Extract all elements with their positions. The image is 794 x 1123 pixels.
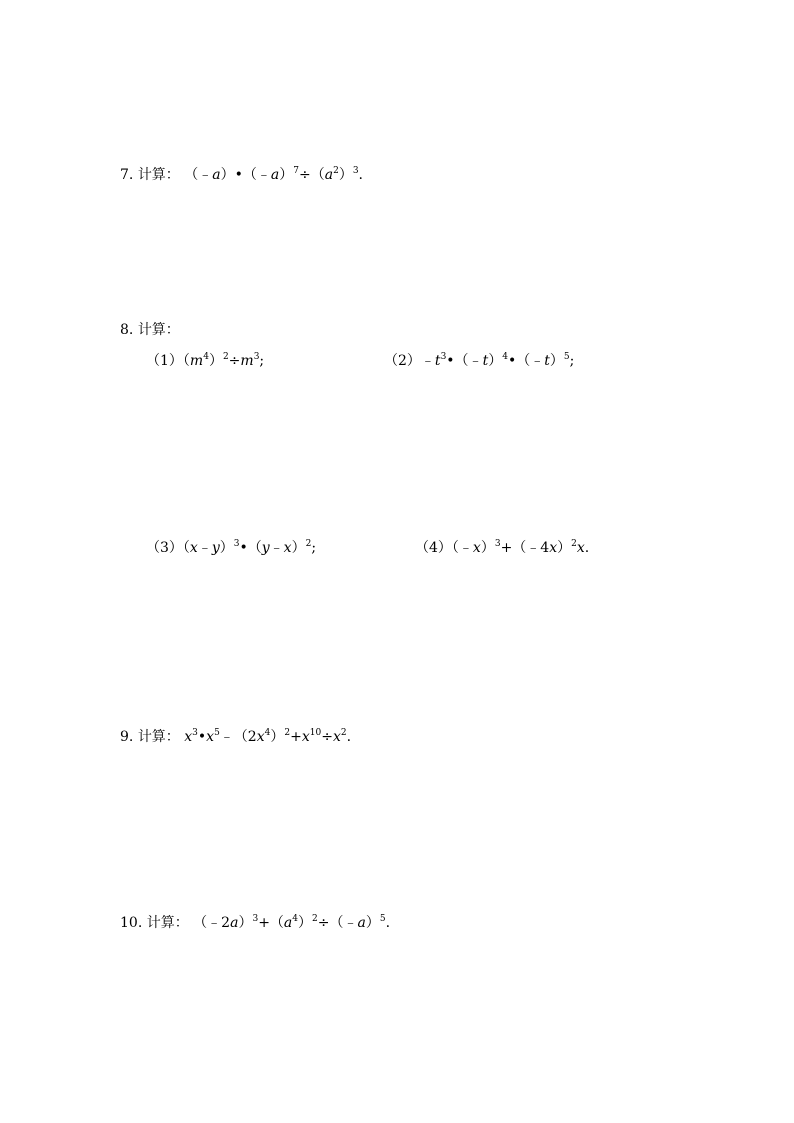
problem-10-prompt: 计算： <box>146 915 189 931</box>
problem-7-expression: $(﹣a)•(﹣a)^7\div(a^2)^3$. <box>184 166 363 183</box>
problem-10-number: 10. <box>120 915 143 931</box>
problem-7-prompt: 计算： <box>137 167 180 183</box>
problem-7-number: 7. <box>120 167 134 183</box>
part-expression: $(m^4)^2\div m^3$; <box>182 352 265 369</box>
problem-8-part-1 <box>146 352 264 370</box>
part-label: （3） <box>146 540 183 556</box>
problem-8 <box>120 321 180 339</box>
problem-7 <box>120 166 363 184</box>
problem-10 <box>120 914 390 932</box>
problem-8-prompt: 计算： <box>137 322 180 338</box>
part-expression: $﹣t^3•(﹣t)^4•(﹣t)^5$; <box>420 352 575 369</box>
problem-10-expression: $(﹣2a)^3+(a^4)^2\div(﹣a)^5$. <box>193 914 391 931</box>
problem-9-prompt: 计算： <box>137 729 180 745</box>
part-label: （4） <box>415 540 452 556</box>
part-expression: （﹣x）$^3$+（﹣4x）$^2$x. <box>451 539 590 556</box>
part-label: （1） <box>146 353 183 369</box>
problem-8-number: 8. <box>120 322 134 338</box>
problem-8-part-3 <box>146 539 316 557</box>
problem-8-part-4 <box>415 539 589 557</box>
problem-9-number: 9. <box>120 729 134 745</box>
problem-8-part-2 <box>384 352 574 370</box>
problem-9-expression: $x^3•x^5﹣(2x^4)^2+x^{10}\div x^2$. <box>184 728 352 745</box>
part-label: （2） <box>384 353 421 369</box>
part-expression: （x﹣y）$^3$•（y﹣x）$^2$; <box>182 539 317 556</box>
problem-9 <box>120 728 351 746</box>
